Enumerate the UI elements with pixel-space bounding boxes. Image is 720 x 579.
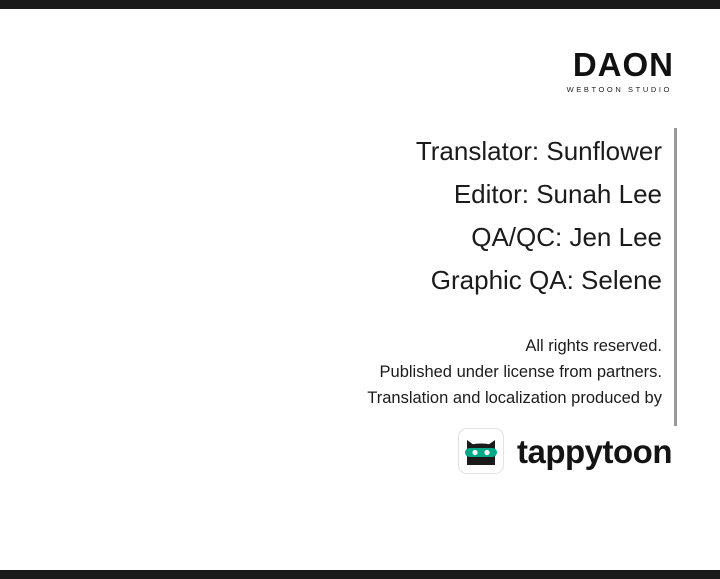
tappytoon-wordmark: tappytoon [517,432,672,470]
daon-wordmark: DAON [572,46,674,83]
credit-item-qa-qc: QA/QC: Jen Lee [471,222,662,252]
credit-item-graphic-qa: Graphic QA: Selene [430,265,662,295]
daon-studio-logo [567,48,674,94]
rights-line-reserved: All rights reserved. [525,337,662,355]
credits-list [142,130,662,302]
credit-item-editor: Editor: Sunah Lee [453,179,662,209]
bottom-border-bar [0,570,720,579]
rights-line-localization: Translation and localization produced by [367,389,662,407]
daon-subtitle: WEBTOON STUDIO [566,85,672,94]
rights-line-license: Published under license from partners. [379,363,662,381]
top-border-bar [0,0,720,9]
tappytoon-logo-lockup [458,428,672,474]
rights-block [142,333,662,411]
tappytoon-cat-icon [458,428,504,474]
credit-item-translator: Translator: Sunflower [415,136,662,166]
credits-vertical-rule [674,128,677,426]
